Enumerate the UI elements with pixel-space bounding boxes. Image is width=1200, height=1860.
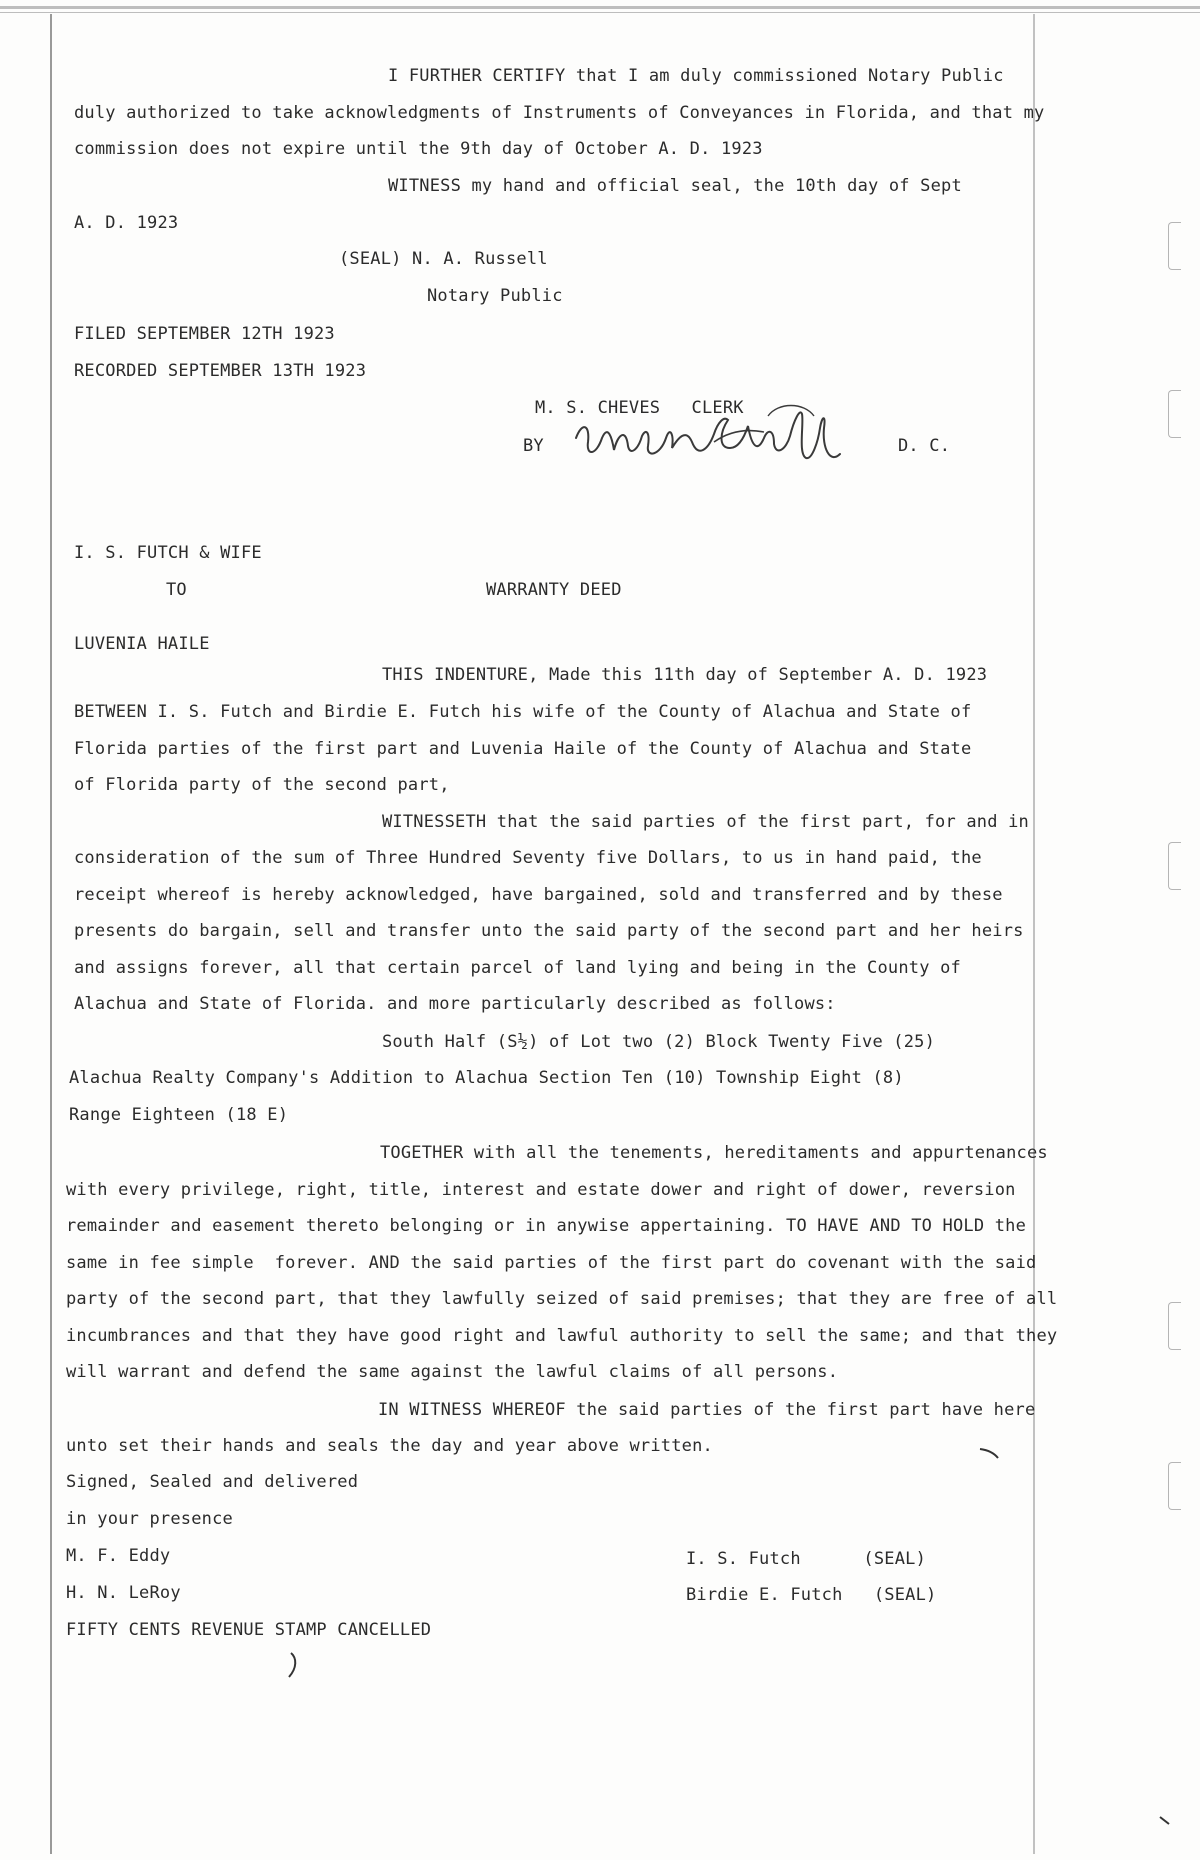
deed-line: consideration of the sum of Three Hundred Seventy five Dollars, to us in hand paid, the <box>74 848 982 868</box>
right-margin-rule <box>1033 14 1035 1854</box>
deed-line: receipt whereof is hereby acknowledged, have bargained, sold and transferred and by these <box>74 885 1003 905</box>
binder-punch-mark <box>1168 1302 1181 1350</box>
binder-punch-mark <box>1168 390 1181 438</box>
stray-pen-mark <box>285 1650 305 1680</box>
deputy-clerk-signature <box>568 398 853 478</box>
deed-line: party of the second part, that they lawfully seized of said premises; that they are free of all <box>66 1289 1058 1309</box>
caption-to: TO <box>166 580 187 600</box>
deed-line: incumbrances and that they have good right and lawful authority to sell the same; and that they <box>66 1326 1058 1346</box>
certificate-line: WITNESS my hand and official seal, the 10th day of Sept <box>388 176 962 196</box>
presence-label: in your presence <box>66 1509 233 1529</box>
deed-line: THIS INDENTURE, Made this 11th day of September A. D. 1923 <box>382 665 988 685</box>
binder-punch-mark <box>1168 842 1181 890</box>
deed-line: presents do bargain, sell and transfer unto the said party of the second part and her heirs <box>74 921 1024 941</box>
certificate-line: A. D. 1923 <box>74 213 179 233</box>
recorded-date: RECORDED SEPTEMBER 13TH 1923 <box>74 361 367 381</box>
notary-title: Notary Public <box>427 286 563 306</box>
binder-punch-mark <box>1168 1462 1181 1510</box>
document-type-heading: WARRANTY DEED <box>486 580 622 600</box>
deed-line: TOGETHER with all the tenements, hereditaments and appurtenances <box>380 1143 1048 1163</box>
signed-sealed-label: Signed, Sealed and delivered <box>66 1472 359 1492</box>
deed-line: WITNESSETH that the said parties of the first part, for and in <box>382 812 1029 832</box>
revenue-stamp-note: FIFTY CENTS REVENUE STAMP CANCELLED <box>66 1620 432 1640</box>
stray-pen-mark <box>978 1446 1002 1460</box>
deed-line: Alachua and State of Florida. and more particularly described as follows: <box>74 994 836 1014</box>
grantor-signature-line: Birdie E. Futch (SEAL) <box>686 1585 937 1605</box>
deed-line: BETWEEN I. S. Futch and Birdie E. Futch his wife of the County of Alachua and State of <box>74 702 972 722</box>
notary-seal-line: (SEAL) N. A. Russell <box>339 249 548 269</box>
deed-line: of Florida party of the second part, <box>74 775 450 795</box>
deputy-clerk-label: D. C. <box>898 436 951 456</box>
certificate-line: duly authorized to take acknowledgments of Instruments of Conveyances in Florida, and that my <box>74 103 1045 123</box>
deed-line: Florida parties of the first part and Luvenia Haile of the County of Alachua and State <box>74 739 972 759</box>
deed-line: and assigns forever, all that certain parcel of land lying and being in the County of <box>74 958 961 978</box>
property-description-line: Range Eighteen (18 E) <box>69 1105 289 1125</box>
certificate-line: commission does not expire until the 9th day of October A. D. 1923 <box>74 139 763 159</box>
deed-line: will warrant and defend the same against the lawful claims of all persons. <box>66 1362 839 1382</box>
witness-name: H. N. LeRoy <box>66 1583 181 1603</box>
certificate-line: I FURTHER CERTIFY that I am duly commissioned Notary Public <box>388 66 1004 86</box>
filed-date: FILED SEPTEMBER 12TH 1923 <box>74 324 335 344</box>
top-border-line <box>0 6 1200 9</box>
by-label: BY <box>523 436 544 456</box>
clerk-name: M. S. CHEVES CLERK <box>535 398 744 418</box>
property-description-line: Alachua Realty Company's Addition to Alachua Section Ten (10) Township Eight (8) <box>69 1068 904 1088</box>
deed-line: same in fee simple forever. AND the said parties of the first part do covenant with the said <box>66 1253 1037 1273</box>
witness-name: M. F. Eddy <box>66 1546 171 1566</box>
left-margin-rule <box>50 14 52 1854</box>
deed-line: IN WITNESS WHEREOF the said parties of the first part have here <box>378 1400 1036 1420</box>
property-description-line: South Half (S½) of Lot two (2) Block Twenty Five (25) <box>382 1032 936 1052</box>
grantor-signature-line: I. S. Futch (SEAL) <box>686 1549 927 1569</box>
top-border-line-secondary <box>0 12 1200 13</box>
caption-grantee: LUVENIA HAILE <box>74 634 210 654</box>
deed-line: with every privilege, right, title, interest and estate dower and right of dower, reversion <box>66 1180 1016 1200</box>
caption-grantor: I. S. FUTCH & WIFE <box>74 543 262 563</box>
deed-line: unto set their hands and seals the day and year above written. <box>66 1436 713 1456</box>
binder-punch-mark <box>1168 222 1181 270</box>
deed-line: remainder and easement thereto belonging or in anywise appertaining. TO HAVE AND TO HOLD the <box>66 1216 1027 1236</box>
stray-pen-mark <box>1158 1815 1172 1827</box>
